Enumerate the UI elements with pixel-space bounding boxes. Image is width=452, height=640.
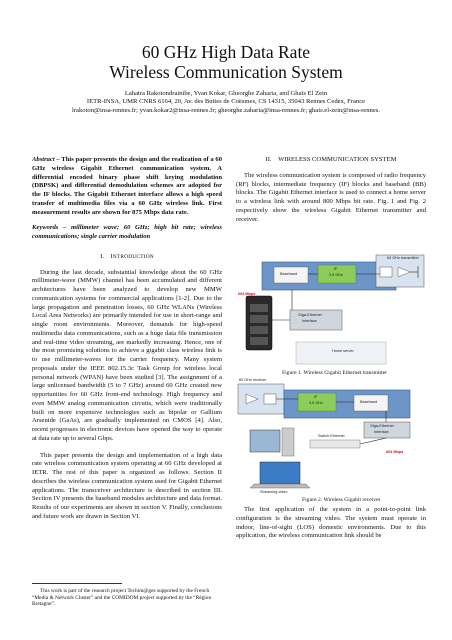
- keywords: [32, 224, 222, 242]
- home-server-label: Home server: [332, 349, 354, 353]
- gige-label-1: Giga-Ethernet: [298, 313, 322, 317]
- mixer-box: [380, 267, 392, 277]
- gige-label-2: Interface: [302, 319, 317, 323]
- figure-2-receiver: [236, 378, 426, 494]
- section-2-paragraph-1: The wireless communication system is composed of radio frequency (RF) blocks, intermediate frequency (IF) blocks and baseband (BB) blocks. The Gigabit Ethernet interface is used to connect a home server to a wireless link with around 800 Mbps bit rate. Fig. 1 and Fig. 2 respectively show the wireless Gigabit Ethernet transmitter and receiver.: [236, 171, 426, 223]
- laptop-screen-icon: [260, 462, 300, 484]
- abstract: [32, 156, 222, 217]
- server-bay-2: [250, 315, 268, 323]
- left-column: [32, 156, 222, 522]
- author-affiliation: IETR-INSA, UMR CNRS 6164, 20, Av. des Buttes de Coësmes, CS 14315, 35043 Rennes Cedex, France: [86, 98, 366, 106]
- figure-1-caption: Figure 1. Wireless Gigabit Ethernet transmitter: [282, 370, 387, 376]
- laptop-base-icon: [250, 484, 310, 488]
- baseband-label: Baseband: [280, 272, 298, 276]
- abstract-label: Abstract –: [32, 156, 60, 163]
- rx-label: 60 GHz receiver: [239, 378, 267, 382]
- author-names: Lahatra Rakotondrainibe, Yvan Kokar, Gheorghe Zaharia, and Ghaïs El Zein: [124, 90, 328, 97]
- section-2-continuation: The first application of the system in a point-to-point link configuration is the streaming video. The system must operate in indoor, line-of-sight (LOS) domestic environments. Due to this application, the wireless communication link should be: [236, 506, 426, 540]
- if-label: IF: [334, 267, 338, 271]
- home-server-label-area: [296, 342, 386, 364]
- figure-1-transmitter: [236, 252, 426, 387]
- tx-rate-label: 604 Mbps: [238, 292, 256, 296]
- switch-label: Switch Ethernet: [318, 434, 345, 438]
- pc-monitor-icon: [250, 430, 280, 452]
- section-1-paragraph-1: During the last decade, substantial knowledge about the 60 GHz millimeter-wave (MMW) channel has been accumulated and different architectures have been analyzed to develop new MMW communication systems for commercial applications [1-2]. Due to the large propagation and penetration losses, 60 GHz WLANs (Wireless Local Area Networks) are primarily intended for use in short-range and single room environments. Moreover, demands for high-speed multimedia data communications, such as a huge data file transmission and real-time video streaming, are markedly increasing. Hence, one of the most promising solutions to achieve a gigabit class wireless link is to use millimeter-waves for the carrier frequency. Many system proposals under the IEEE 802.15.3c Task Group for wireless local personal network (WPAN) have been studied [3]. The assignment of a large unlicensed bandwidth (5 to 7 GHz) around 60 GHz created new opportunities for 60 GHz front-end technology. High frequency and even MMW analog communication circuits, which were traditionally built on more expensive technologies such as bipolar or Gallium Arsenide (GaAs), are gradually implemented on CMOS [4]. Also, recent progresses in electronic devices have opened the way to operate at data rate up to several Gbps.: [32, 268, 222, 442]
- rx-gige-label-2: Interface: [374, 430, 389, 434]
- rx-mixer-box: [264, 394, 276, 404]
- rx-rate-label: 604 Mbps: [386, 450, 404, 454]
- author-emails: lrakoton@insa-rennes.fr; yvan.kokar2@insa-rennes.fr; gheorghe.zaharia@insa-rennes.fr; ghais.el-zein@insa-rennes.: [72, 106, 380, 114]
- server-bay-3: [250, 326, 268, 334]
- rx-if-frequency: 3.5 GHz: [309, 401, 323, 405]
- author-block: [0, 90, 452, 115]
- section-1-paragraph-2: This paper presents the design and implementation of a high data rate wireless communication system operating at 60 GHz developed at IETR. The rest of this paper is organized as follows. Section II describes the wireless communication system used for Gigabit Ethernet applications. The transceiver architecture is described in section III. Section IV presents the baseband modules architecture and data format. Results of our experiments are shown in section V. Finally, conclusions and future work are drawn in Section VI.: [32, 451, 222, 520]
- paper-title: [0, 42, 452, 82]
- tx-label: 60 GHz transmitter: [387, 256, 419, 260]
- abstract-text: This paper presents the design and the realization of a 60 GHz wireless Gigabit Ethernet communication system. A differential encoded binary phase shift keying modulation (DBPSK) and differential demodulation schemes are adopted for the IF blocks. The Gigabit Ethernet interface allows a high speed transfer of multimedia files via a 60 GHz wireless link. First measurement results are shown for 875 Mbps data rate.: [32, 156, 222, 216]
- rx-if-label: IF: [314, 395, 318, 399]
- footnote: This work is part of the research project Techim@ges supported by the French “Media & Network Cluster” and the COMIDOM project supported by the “Région Bretagne”.: [32, 588, 212, 608]
- switch-icon: [310, 440, 360, 448]
- server-bay-4: [250, 337, 268, 345]
- link-switch-gige: [360, 438, 386, 444]
- keywords-label: Keywords –: [32, 224, 67, 232]
- streaming-video-label: Streaming video: [260, 490, 288, 494]
- server-bay-1: [250, 304, 268, 312]
- title-line-2: Wireless Communication System: [109, 62, 343, 82]
- section-1-heading: I. INTRODUCTION: [100, 252, 154, 260]
- section-2-heading: II. WIRELESS COMMUNICATION SYSTEM: [265, 156, 397, 163]
- figure-2-caption: Figure 2. Wireless Gigabit receiver: [302, 497, 381, 503]
- title-line-1: 60 GHz High Data Rate: [141, 42, 311, 62]
- pc-tower-icon: [282, 428, 294, 456]
- rx-gige-label-1: Giga-Ethernet: [370, 424, 394, 428]
- right-column: [236, 156, 426, 224]
- keywords-text: millimeter wave; 60 GHz; high bit rate; wireless communications; single carrier modulation: [32, 224, 223, 240]
- rx-baseband-label: Baseband: [360, 400, 378, 404]
- if-frequency: 3.5 GHz: [329, 273, 343, 277]
- footnote-rule: [32, 583, 122, 584]
